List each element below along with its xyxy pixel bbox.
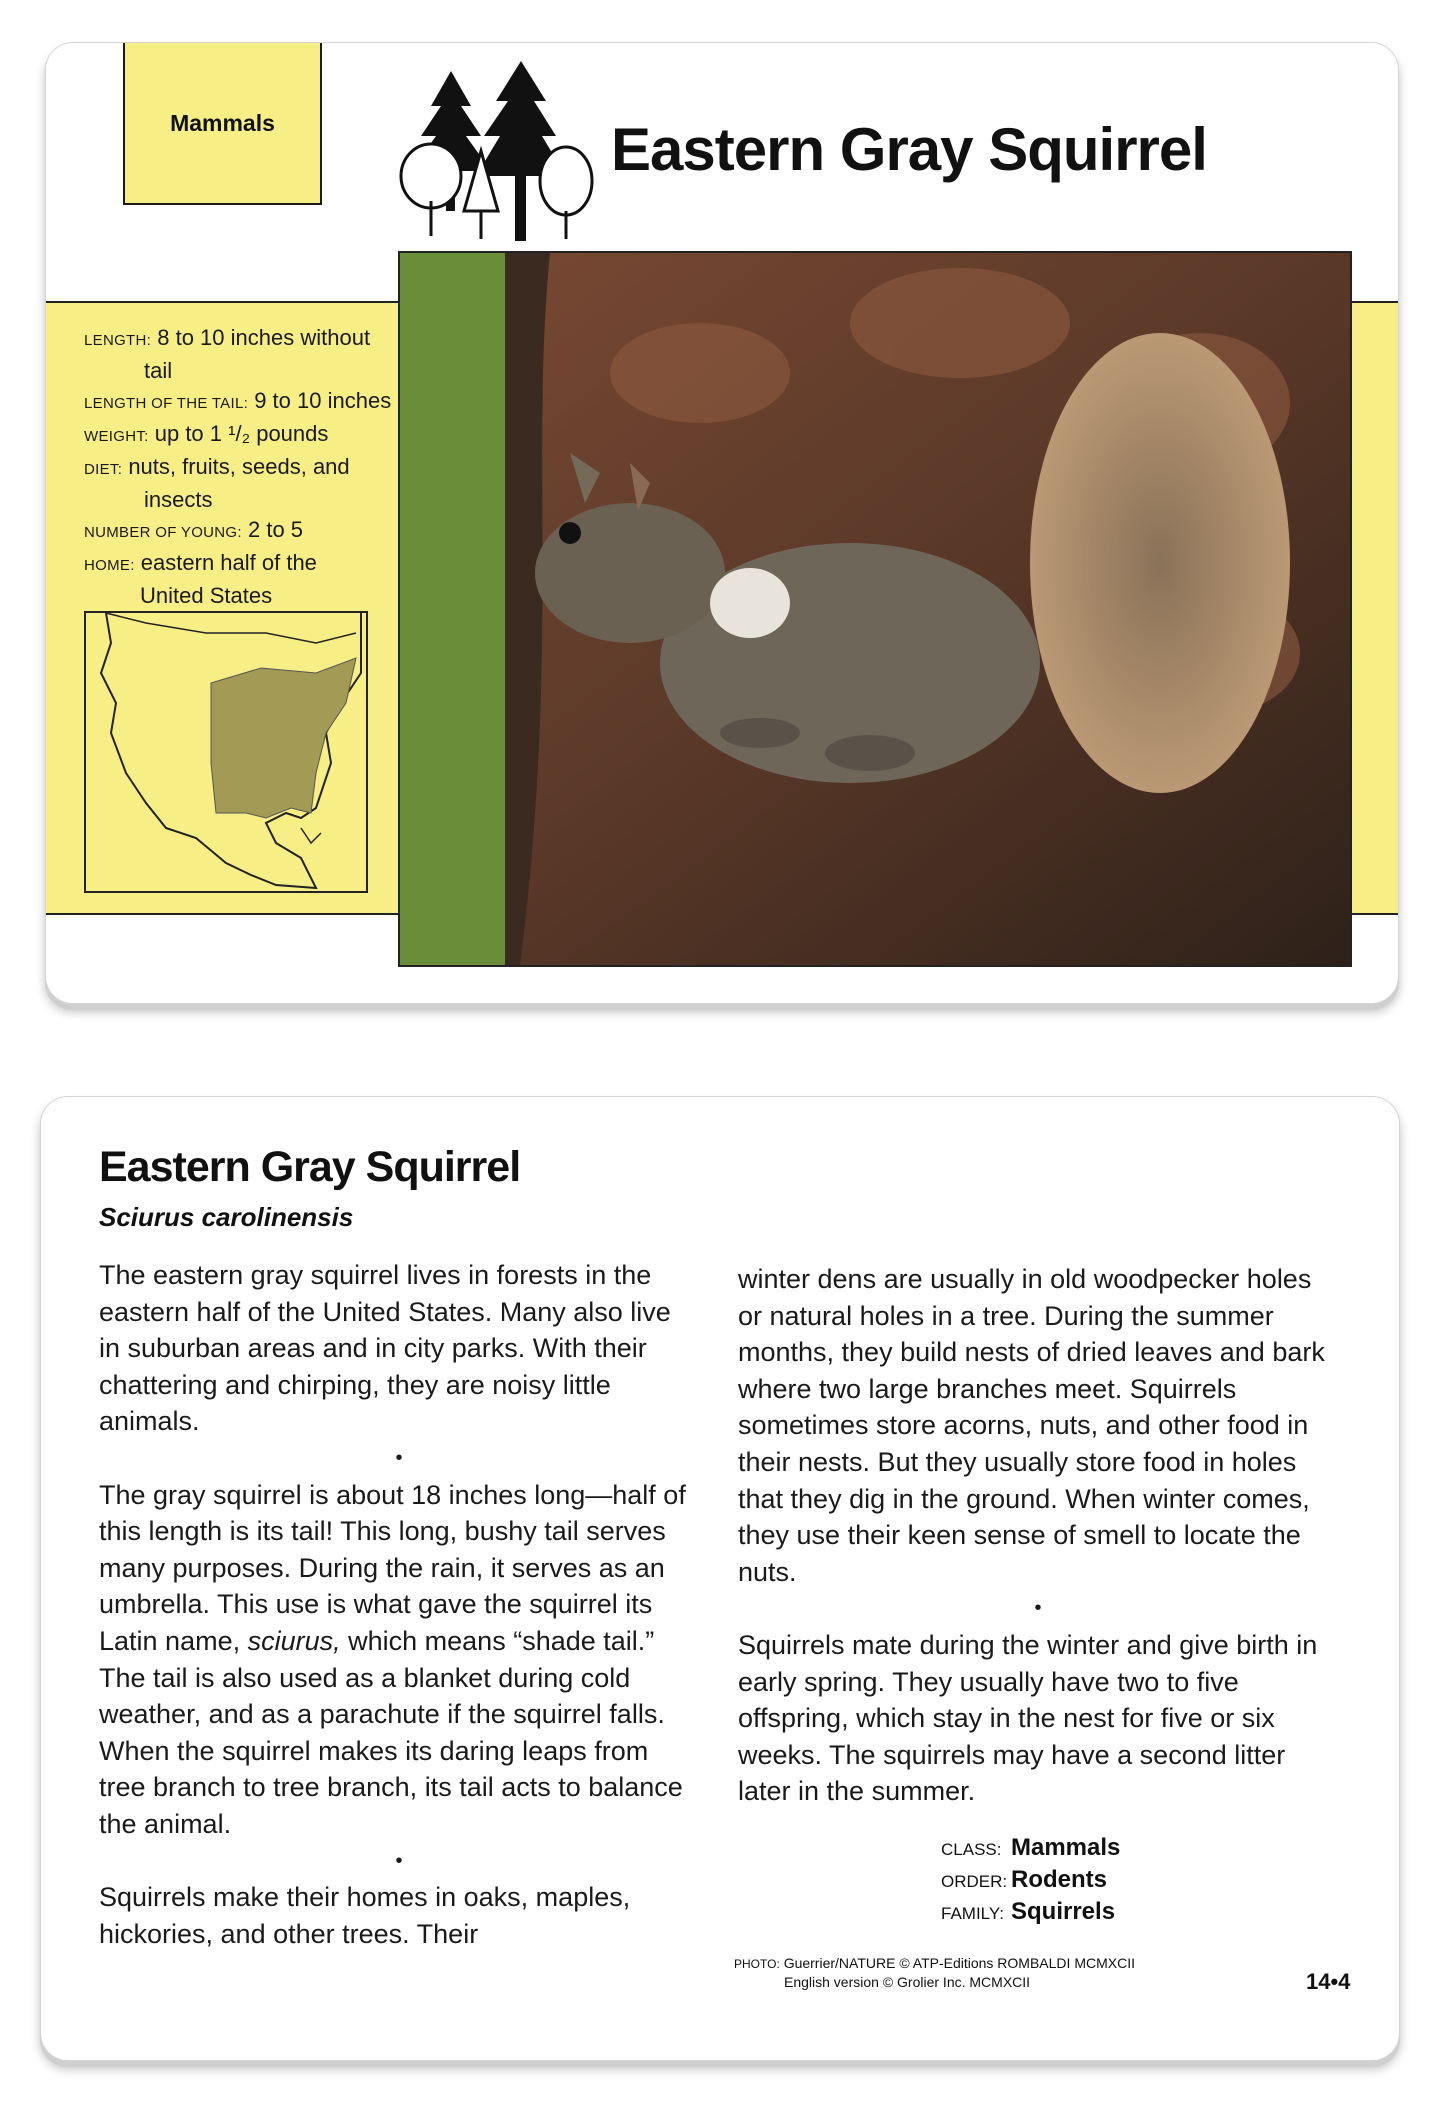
- scientific-name: Sciurus carolinensis: [99, 1202, 354, 1232]
- card-title: Eastern Gray Squirrel: [611, 116, 1207, 183]
- taxonomy-family: FAMILY: Squirrels: [941, 1898, 1116, 1925]
- squirrel-photo: [398, 251, 1352, 967]
- facts-list: [84, 323, 404, 611]
- card-title: Eastern Gray Squirrel: [99, 1143, 521, 1191]
- paragraph: Squirrels make their homes in oaks, maples, hickories, and other trees. Their: [99, 1882, 631, 1949]
- paragraph: Squirrels mate during the winter and give birth in early spring. They usually have two to five offspring, which stay in the nest for five or six weeks. The squirrels may have a second litter later in the summer.: [738, 1629, 1318, 1807]
- paragraph: The eastern gray squirrel lives in forests in the eastern half of the United States. Many also live in suburban areas and in city parks. With their chattering and chirping, they are noisy little animals.: [99, 1260, 671, 1437]
- separator: •: [1034, 1597, 1042, 1620]
- fact-weight: WEIGHT: up to 1 ¹/₂ pounds: [84, 421, 329, 446]
- range-map-icon: [84, 611, 368, 893]
- category-label: Mammals: [123, 43, 322, 205]
- fact-length-cont: tail: [144, 358, 173, 383]
- fact-diet-cont: insects: [144, 487, 213, 512]
- back-card: [40, 1096, 1400, 2061]
- taxonomy: [941, 1833, 1120, 1929]
- photo-credit: PHOTO: Guerrier/NATURE © ATP-Editions ROMBALDI MCMXCII English version © Grolier Inc. MCMXCII: [734, 1955, 1135, 1990]
- fact-tail-length: LENGTH OF THE TAIL: 9 to 10 inches: [84, 388, 392, 413]
- front-card: [45, 42, 1399, 1004]
- separator: •: [395, 1849, 403, 1872]
- fact-home-cont: United States: [140, 583, 273, 608]
- trees-icon: [396, 61, 596, 246]
- separator: •: [395, 1446, 403, 1469]
- fact-home: HOME: eastern half of the: [84, 550, 317, 575]
- card-number: 14•4: [1306, 1969, 1351, 1994]
- taxonomy-class: CLASS: Mammals: [941, 1834, 1121, 1861]
- fact-length: LENGTH: 8 to 10 inches without: [84, 325, 371, 350]
- paragraph: The gray squirrel is about 18 inches long—half of this length is its tail! This long, bushy tail serves many purposes. During the rain, it serves as an umbrella. This use is what gave the squirrel its Latin name, sciurus, which means “shade tail.” The tail is also used as a blanket during cold weather, and as a parachute if the squirrel falls. When the squirrel makes its daring leaps from tree branch to tree branch, its tail acts to balance the animal.: [99, 1479, 686, 1839]
- paragraph: winter dens are usually in old woodpecker holes or natural holes in a tree. During the summer months, they build nests of dried leaves and bark where two large branches meet. Squirrels sometimes store acorns, nuts, and other food in their nests. But they usually store food in holes that they dig in the ground. When winter comes, they use their keen sense of smell to locate the nuts.: [738, 1264, 1325, 1587]
- fact-diet: DIET: nuts, fruits, seeds, and: [84, 454, 350, 479]
- taxonomy-order: ORDER: Rodents: [941, 1866, 1107, 1893]
- text-column-left: [99, 1257, 699, 1952]
- fact-young: NUMBER OF YOUNG: 2 to 5: [84, 517, 304, 542]
- text-column-right: [738, 1261, 1338, 1810]
